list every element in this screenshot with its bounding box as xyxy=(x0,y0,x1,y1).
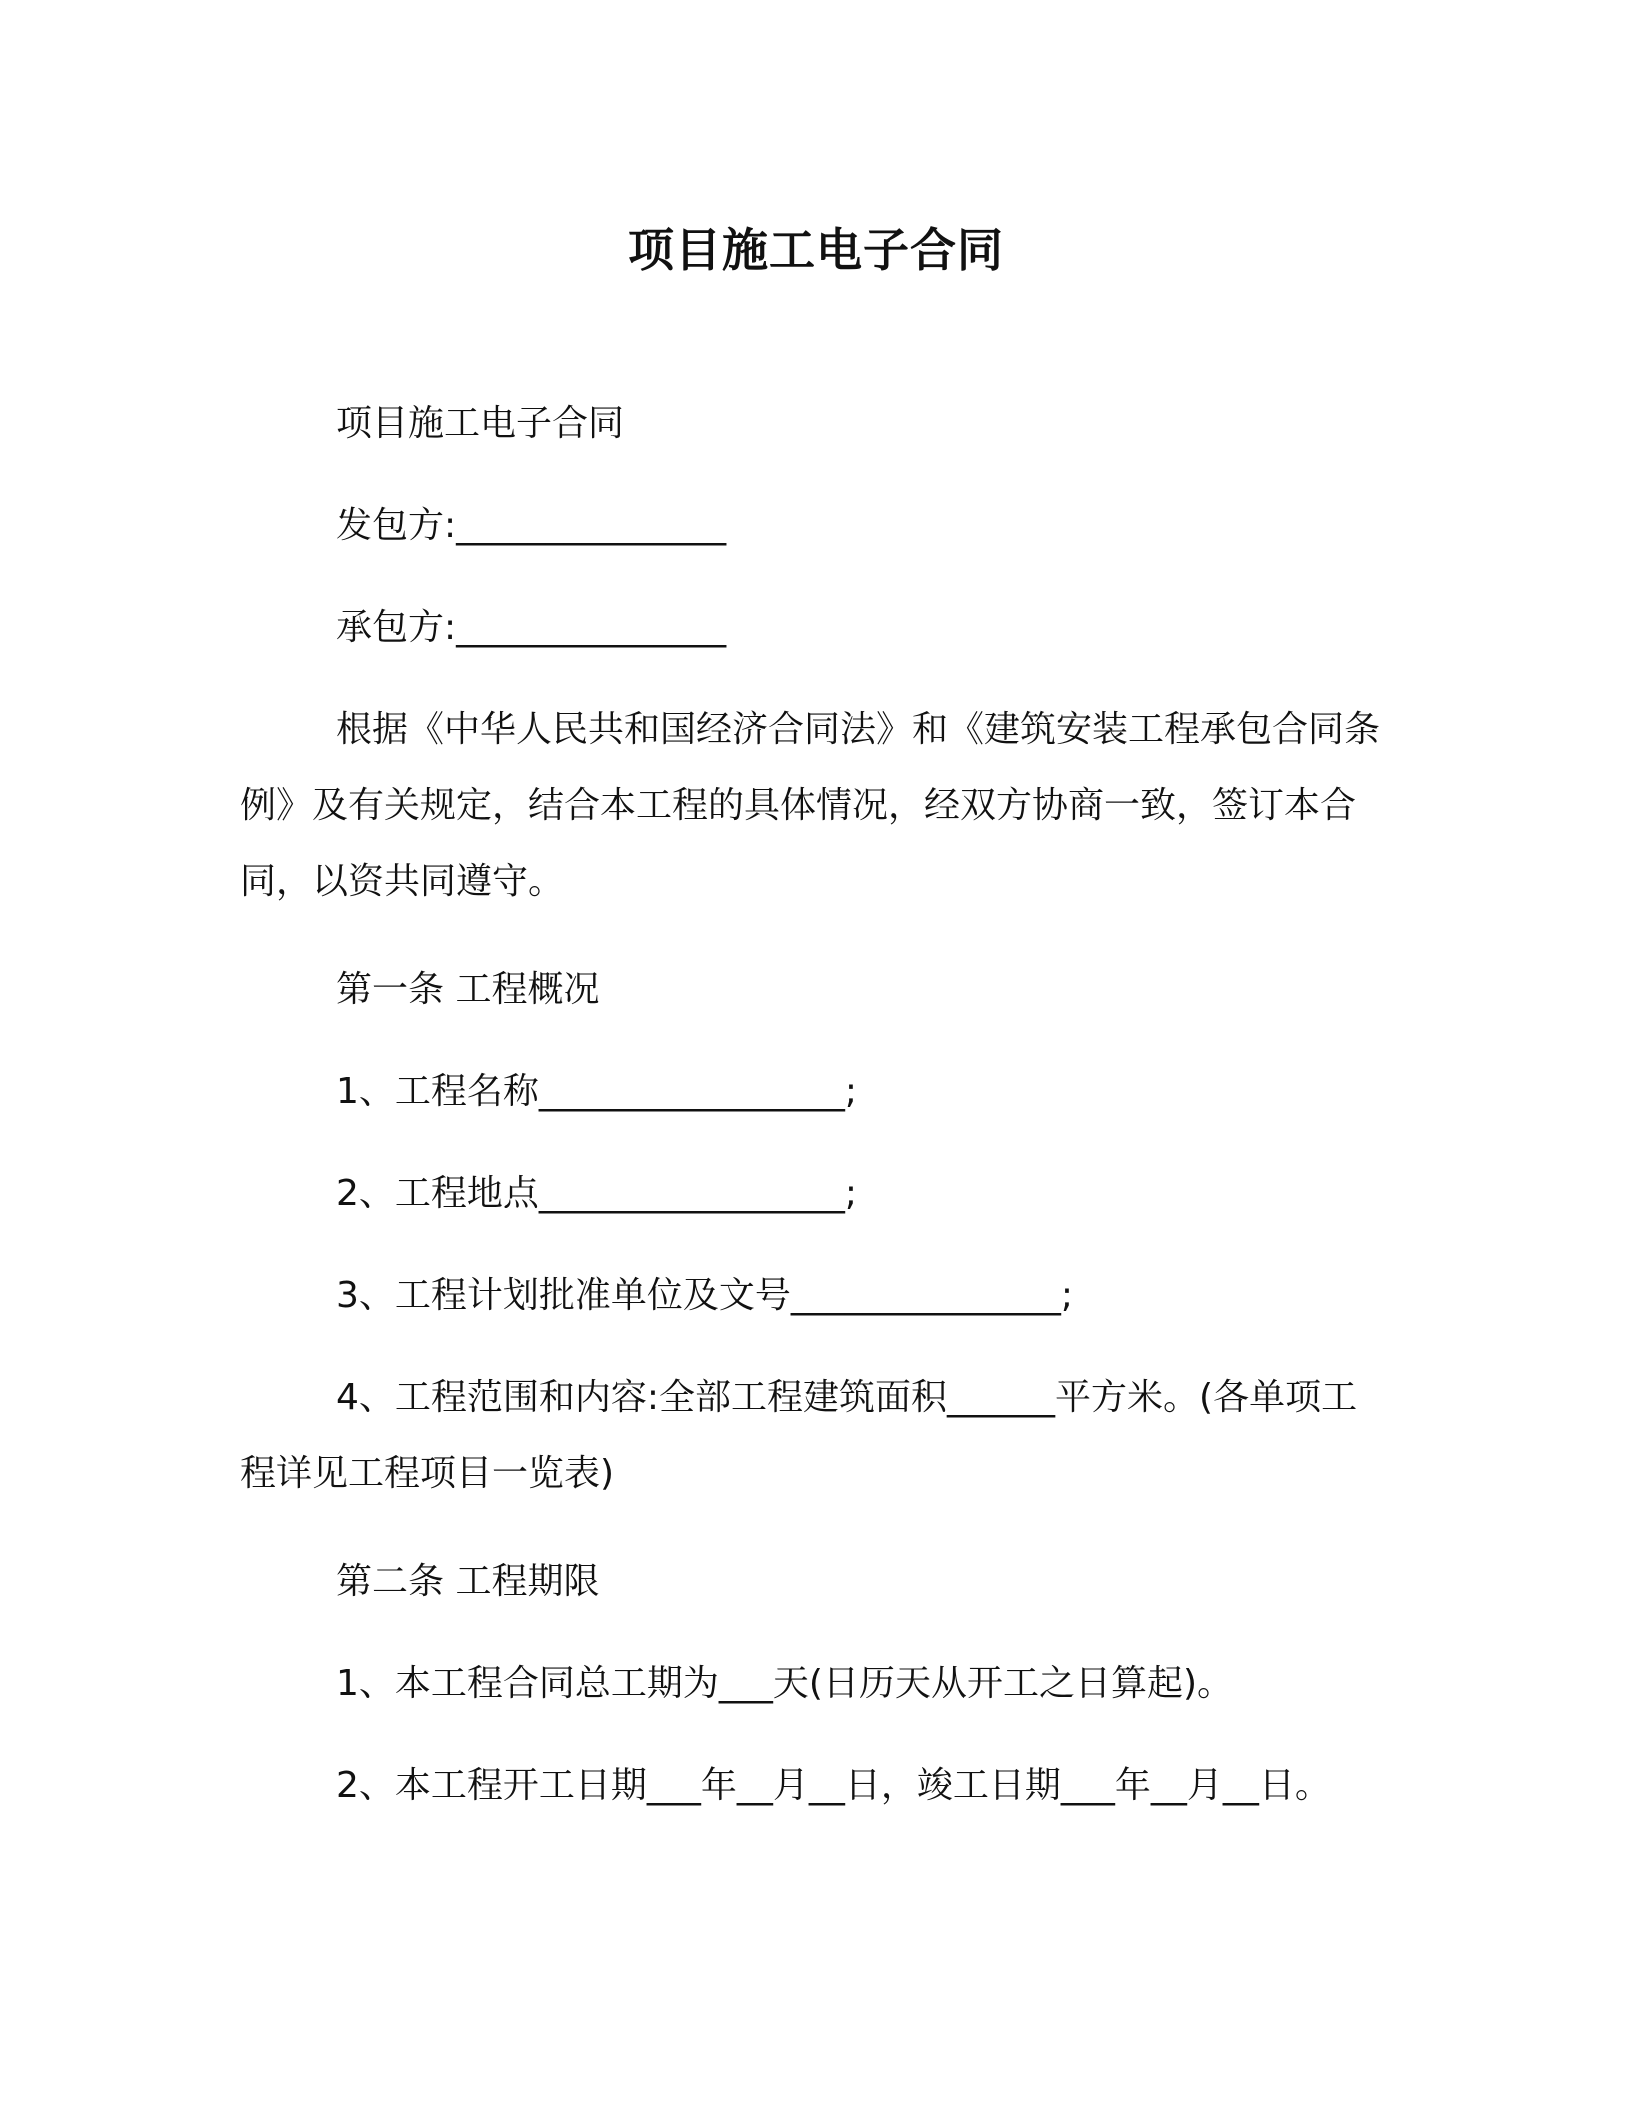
document-title: 项目施工电子合同 xyxy=(628,223,1004,277)
project-name-field: 1、工程名称_________________; xyxy=(336,1071,858,1112)
contract-heading: 项目施工电子合同 xyxy=(336,403,625,444)
preamble-paragraph: 根据《中华人民共和国经济合同法》和《建筑安装工程承包合同条例》及有关规定，结合本工程的具体情况，经双方协商一致，签订本合同，以资共同遵守。 xyxy=(240,709,1381,902)
approval-unit-field: 3、工程计划批准单位及文号_______________; xyxy=(336,1275,1074,1316)
article-1-heading: 第一条 工程概况 xyxy=(336,969,600,1010)
article-2-heading: 第二条 工程期限 xyxy=(336,1561,600,1602)
contractor-field: 承包方:_______________ xyxy=(336,607,727,648)
project-scope-paragraph: 4、工程范围和内容:全部工程建筑面积______平方米。(各单项工程详见工程项目一览表) xyxy=(240,1377,1358,1494)
total-duration-field: 1、本工程合同总工期为___天(日历天从开工之日算起)。 xyxy=(336,1663,1233,1704)
start-end-dates-field: 2、本工程开工日期___年__月__日，竣工日期___年__月__日。 xyxy=(336,1765,1331,1806)
project-location-field: 2、工程地点_________________; xyxy=(336,1173,858,1214)
employer-field: 发包方:_______________ xyxy=(336,505,727,546)
